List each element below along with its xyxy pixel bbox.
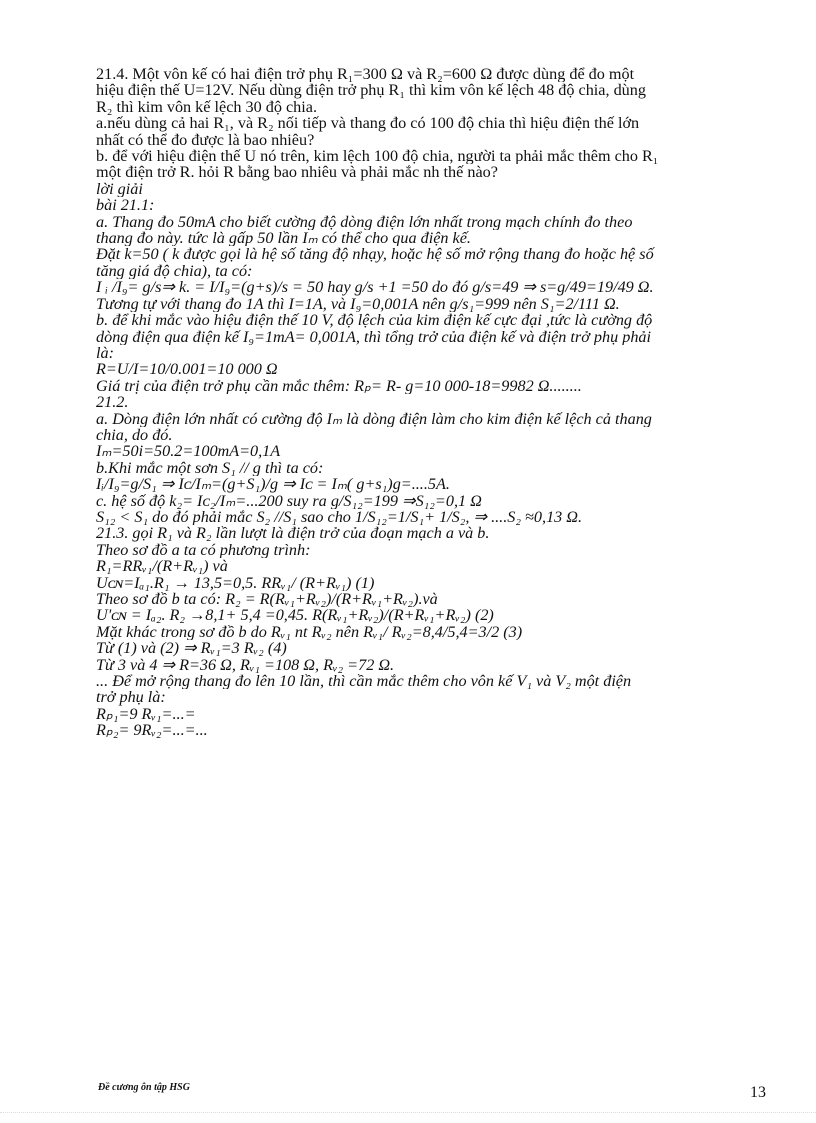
text-line: c. hệ số độ k₂= Iᴄ₂/Iₘ=...200 suy ra g/S₁₂=199 ⇒S₁₂=0,1 Ω (96, 492, 482, 509)
text-line: bài 21.1: (96, 197, 155, 214)
text-line: dòng điện qua điện kế I₉=1mA= 0,001A, thì tổng trở của điện kế và điện trở phụ phải (96, 328, 652, 345)
text-line: S₁₂ < S₁ do đó phải mắc S₂ //S₁ sao cho 1/S₁₂=1/S₁+ 1/S₂, ⇒ ....S₂ ≈0,13 Ω. (96, 508, 583, 526)
text-line: ... Để mở rộng thang đo lên 10 lần, thì cần mắc thêm cho vôn kế V₁ và V₂ một điện (96, 673, 632, 690)
page-number: 13 (750, 1084, 766, 1101)
text-line: trở phụ là: (96, 689, 166, 706)
text-line: 21.2. (96, 394, 129, 411)
text-line: Giá trị của điện trở phụ cần mắc thêm: Rₚ= R- g=10 000-18=9982 Ω........ (96, 377, 582, 395)
text-line: một điện trở R. hỏi R bằng bao nhiêu và phải mắc nh thế nào? (96, 164, 498, 181)
text-line: Iᵢ/I₉=g/S₁ ⇒ Iᴄ/Iₘ=(g+S₁)/g ⇒ Iᴄ = Iₘ( g+s₁)g=....5A. (96, 476, 450, 493)
text-line: U'ᴄɴ = Iₐ₂. R₂ →8,1+ 5,4 =0,45. R(Rᵥ₁+Rᵥ₂)/(R+Rᵥ₁+Rᵥ₂) (2) (96, 607, 494, 624)
text-line: Từ 3 và 4 ⇒ R=36 Ω, Rᵥ₁ =108 Ω, Rᵥ₂ =72 Ω. (96, 656, 395, 674)
text-line: Theo sơ đồ b ta có: R₂ = R(Rᵥ₁+Rᵥ₂)/(R+Rᵥ₁+Rᵥ₂).và (96, 591, 438, 608)
text-line: Mặt khác trong sơ đồ b do Rᵥ₁ nt Rᵥ₂ nên Rᵥ₁/ Rᵥ₂=8,4/5,4=3/2 (3) (96, 623, 523, 641)
text-line: Tương tự với thang đo 1A thì I=1A, và I₉=0,001A nên g/s₁=999 nên S₁=2/111 Ω. (96, 295, 620, 313)
text-line: I ᵢ /I₉= g/s⇒ k. = I/I₉=(g+s)/s = 50 hay g/s +1 =50 do đó g/s=49 ⇒ s=g/49=19/49 Ω. (96, 279, 654, 296)
text-line: 21.3. gọi R₁ và R₂ lần lượt là điện trở của đoạn mạch a và b. (96, 525, 490, 542)
document-body (96, 66, 772, 739)
text-line: Rₚ₁=9 Rᵥ₁=...= (96, 705, 196, 723)
text-line: Theo sơ đồ a ta có phương trình: (96, 541, 311, 559)
text-line: Đặt k=50 ( k được gọi là hệ số tăng độ nhạy, hoặc hệ số mở rộng thang đo hoặc hệ số (96, 246, 654, 263)
text-line: b. để khi mắc vào hiệu điện thế 10 V, độ lệch của kim điện kế cực đại ,tức là cường độ (96, 312, 653, 329)
text-line: a. Dòng điện lớn nhất có cường độ Iₘ là dòng điện làm cho kim điện kế lệch cả thang (96, 410, 652, 427)
text-line: a.nếu dùng cả hai R₁, và R₂ nối tiếp và thang đo có 100 độ chia thì hiệu điện thế lớn (96, 115, 640, 132)
text-line: nhất có thể đo được là bao nhiêu? (96, 131, 315, 149)
text-line: Từ (1) và (2) ⇒ Rᵥ₁=3 Rᵥ₂ (4) (96, 640, 287, 657)
text-line: R₂ thì kim vôn kế lệch 30 độ chia. (96, 98, 317, 116)
text-line: thang đo này. tức là gấp 50 lần Iₘ có thể cho qua điện kế. (96, 230, 471, 247)
text-line: Uᴄɴ=Iₐ₁.R₁ → 13,5=0,5. RRᵥ₁/ (R+Rᵥ₁) (1) (96, 574, 375, 591)
text-line: lời giải (96, 180, 143, 198)
text-line: a. Thang đo 50mA cho biết cường độ dòng điện lớn nhất trong mạch chính đo theo (96, 213, 633, 231)
text-line: chia, do đó. (96, 426, 173, 444)
footer-title: Đề cương ôn tập HSG (98, 1082, 190, 1093)
text-line: 21.4. Một vôn kế có hai điện trở phụ R₁=300 Ω và R₂=600 Ω được dùng để đo một (96, 66, 635, 83)
text-line: Iₘ=50i=50.2=100mA=0,1A (96, 443, 281, 460)
footer-divider (0, 1112, 816, 1114)
text-line: R=U/I=10/0.001=10 000 Ω (96, 361, 278, 378)
text-line: Rₚ₂= 9Rᵥ₂=...=... (96, 722, 208, 739)
text-line: b. để với hiệu điện thế U nó trên, kim lệch 100 độ chia, người ta phải mắc thêm cho R₁ (96, 148, 659, 165)
text-line: tăng giá độ chia), ta có: (96, 262, 253, 280)
text-line: b.Khi mắc một sơn S₁ // g thì ta có: (96, 459, 324, 477)
text-line: R₁=RRᵥ₁/(R+Rᵥ₁) và (96, 558, 228, 575)
text-line: hiệu điện thế U=12V. Nếu dùng điện trở phụ R₁ thì kim vôn kế lệch 48 độ chia, dùng (96, 82, 646, 99)
text-line: là: (96, 344, 114, 362)
